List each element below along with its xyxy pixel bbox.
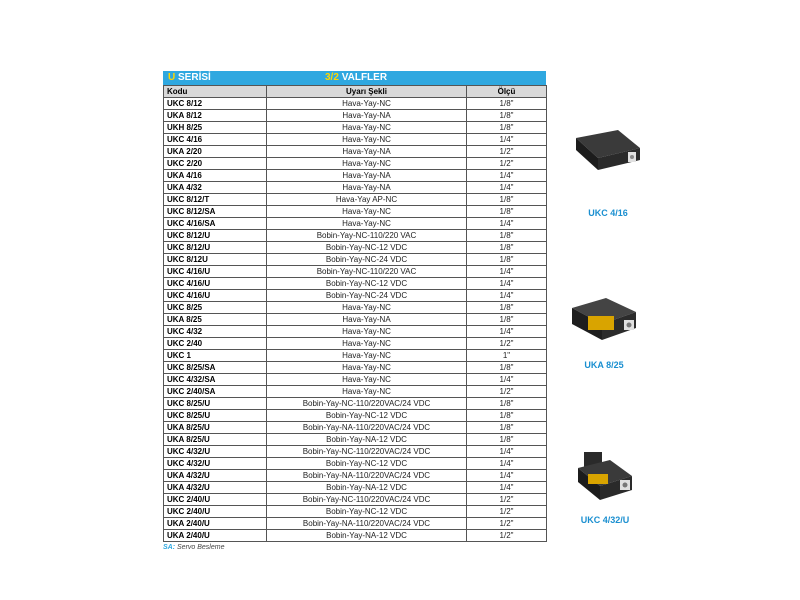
product-label: UKC 4/16 — [588, 208, 628, 218]
table-row — [164, 506, 547, 518]
table-row — [164, 254, 547, 266]
cell-code: UKC 8/25 — [164, 302, 267, 314]
cell-type: Hava-Yay-NC — [267, 386, 467, 398]
cell-type: Hava-Yay-NC — [267, 134, 467, 146]
cell-size: 1" — [467, 350, 547, 362]
table-row — [164, 398, 547, 410]
table-row — [164, 170, 547, 182]
table-row — [164, 470, 547, 482]
cell-size: 1/8" — [467, 194, 547, 206]
table-row — [164, 182, 547, 194]
table-row — [164, 218, 547, 230]
table-row — [164, 278, 547, 290]
table-row — [164, 302, 547, 314]
cell-type: Bobin-Yay-NA-12 VDC — [267, 434, 467, 446]
table-row — [164, 158, 547, 170]
cell-code: UKC 4/16/SA — [164, 218, 267, 230]
cell-code: UKC 4/32/U — [164, 446, 267, 458]
catalog-title: 3/2 VALFLER — [325, 72, 388, 83]
cell-code: UKA 4/32/U — [164, 470, 267, 482]
cell-type: Bobin-Yay-NC-24 VDC — [267, 254, 467, 266]
cell-type: Hava-Yay-NA — [267, 110, 467, 122]
cell-type: Bobin-Yay-NC-12 VDC — [267, 458, 467, 470]
valve-catalog — [163, 71, 546, 551]
cell-type: Bobin-Yay-NC-12 VDC — [267, 410, 467, 422]
cell-code: UKA 4/16 — [164, 170, 267, 182]
cell-code: UKC 2/40/U — [164, 494, 267, 506]
table-row — [164, 338, 547, 350]
table-row — [164, 290, 547, 302]
table-row — [164, 146, 547, 158]
valve-photo-icon — [570, 450, 640, 510]
cell-type: Hava-Yay-NC — [267, 218, 467, 230]
cell-type: Bobin-Yay-NA-110/220VAC/24 VDC — [267, 518, 467, 530]
cell-code: UKC 8/12U — [164, 254, 267, 266]
cell-size: 1/2" — [467, 506, 547, 518]
table-row — [164, 122, 547, 134]
cell-code: UKC 8/12/U — [164, 230, 267, 242]
cell-code: UKC 8/25/U — [164, 398, 267, 410]
cell-size: 1/8" — [467, 398, 547, 410]
cell-size: 1/8" — [467, 314, 547, 326]
cell-type: Hava-Yay-NA — [267, 170, 467, 182]
cell-size: 1/8" — [467, 98, 547, 110]
product-image-ukc-4-32-u — [570, 450, 640, 515]
cell-type: Hava-Yay-NC — [267, 350, 467, 362]
cell-size: 1/8" — [467, 206, 547, 218]
cell-type: Hava-Yay-NC — [267, 302, 467, 314]
cell-code: UKC 4/32/SA — [164, 374, 267, 386]
cell-size: 1/4" — [467, 218, 547, 230]
table-row — [164, 266, 547, 278]
cell-type: Hava-Yay-NA — [267, 182, 467, 194]
cell-size: 1/8" — [467, 410, 547, 422]
table-row — [164, 482, 547, 494]
cell-type: Bobin-Yay-NC-24 VDC — [267, 290, 467, 302]
footnote-abbr: SA: — [163, 544, 176, 551]
table-row — [164, 530, 547, 542]
cell-code: UKC 4/16 — [164, 134, 267, 146]
cell-size: 1/4" — [467, 134, 547, 146]
product-label: UKC 4/32/U — [580, 515, 630, 525]
cell-code: UKC 8/12/T — [164, 194, 267, 206]
product-image-ukc-4-16 — [568, 128, 648, 188]
cell-size: 1/2" — [467, 146, 547, 158]
cell-code: UKA 2/40/U — [164, 518, 267, 530]
table-row — [164, 386, 547, 398]
series-banner — [163, 71, 546, 85]
table-row — [164, 446, 547, 458]
valve-photo-icon — [568, 128, 648, 183]
table-header-row — [164, 86, 547, 98]
table-row — [164, 458, 547, 470]
table-row — [164, 242, 547, 254]
cell-type: Hava-Yay-NC — [267, 338, 467, 350]
cell-size: 1/8" — [467, 242, 547, 254]
cell-type: Hava-Yay-NC — [267, 206, 467, 218]
cell-type: Bobin-Yay-NA-12 VDC — [267, 530, 467, 542]
cell-type: Bobin-Yay-NC-12 VDC — [267, 506, 467, 518]
cell-code: UKA 8/25 — [164, 314, 267, 326]
cell-type: Bobin-Yay-NC-110/220 VAC — [267, 266, 467, 278]
cell-size: 1/8" — [467, 122, 547, 134]
cell-code: UKC 1 — [164, 350, 267, 362]
cell-type: Bobin-Yay-NC-12 VDC — [267, 242, 467, 254]
cell-code: UKC 4/16/U — [164, 266, 267, 278]
cell-type: Bobin-Yay-NC-110/220VAC/24 VDC — [267, 446, 467, 458]
cell-code: UKA 2/40/U — [164, 530, 267, 542]
valve-photo-icon — [566, 294, 646, 349]
cell-code: UKC 8/12/U — [164, 242, 267, 254]
header-code: Kodu — [164, 86, 267, 98]
table-row — [164, 434, 547, 446]
cell-size: 1/4" — [467, 446, 547, 458]
cell-code: UKC 2/40/SA — [164, 386, 267, 398]
cell-code: UKA 4/32/U — [164, 482, 267, 494]
cell-type: Hava-Yay-NC — [267, 326, 467, 338]
table-row — [164, 326, 547, 338]
cell-type: Hava-Yay-NC — [267, 98, 467, 110]
table-row — [164, 518, 547, 530]
cell-size: 1/8" — [467, 434, 547, 446]
valve-table — [163, 85, 547, 542]
cell-size: 1/4" — [467, 278, 547, 290]
table-row — [164, 206, 547, 218]
table-row — [164, 362, 547, 374]
footnote-text: Servo Besleme — [177, 544, 225, 551]
cell-code: UKA 8/25/U — [164, 422, 267, 434]
table-row — [164, 230, 547, 242]
cell-type: Bobin-Yay-NC-110/220VAC/24 VDC — [267, 494, 467, 506]
table-row — [164, 314, 547, 326]
cell-size: 1/4" — [467, 482, 547, 494]
cell-size: 1/8" — [467, 254, 547, 266]
cell-type: Hava-Yay-NC — [267, 362, 467, 374]
cell-size: 1/4" — [467, 182, 547, 194]
cell-type: Hava-Yay-NA — [267, 314, 467, 326]
table-row — [164, 410, 547, 422]
cell-size: 1/4" — [467, 290, 547, 302]
cell-size: 1/4" — [467, 326, 547, 338]
cell-size: 1/8" — [467, 110, 547, 122]
cell-size: 1/4" — [467, 470, 547, 482]
cell-size: 1/2" — [467, 518, 547, 530]
cell-size: 1/4" — [467, 374, 547, 386]
cell-size: 1/2" — [467, 386, 547, 398]
table-row — [164, 494, 547, 506]
cell-code: UKA 2/20 — [164, 146, 267, 158]
cell-size: 1/8" — [467, 422, 547, 434]
cell-size: 1/4" — [467, 266, 547, 278]
cell-type: Hava-Yay-NC — [267, 122, 467, 134]
cell-code: UKC 8/25/SA — [164, 362, 267, 374]
series-heading: U SERİSİ — [168, 72, 211, 83]
cell-type: Bobin-Yay-NA-12 VDC — [267, 482, 467, 494]
cell-type: Bobin-Yay-NC-110/220 VAC — [267, 230, 467, 242]
cell-size: 1/2" — [467, 530, 547, 542]
header-size: Ölçü — [467, 86, 547, 98]
product-image-uka-8-25 — [566, 294, 646, 354]
table-row — [164, 110, 547, 122]
cell-code: UKH 8/25 — [164, 122, 267, 134]
cell-code: UKA 8/12 — [164, 110, 267, 122]
cell-size: 1/8" — [467, 362, 547, 374]
table-row — [164, 422, 547, 434]
cell-type: Bobin-Yay-NC-110/220VAC/24 VDC — [267, 398, 467, 410]
cell-code: UKC 8/12 — [164, 98, 267, 110]
cell-size: 1/8" — [467, 302, 547, 314]
table-row — [164, 374, 547, 386]
cell-size: 1/8" — [467, 230, 547, 242]
product-label: UKA 8/25 — [584, 360, 624, 370]
cell-size: 1/2" — [467, 158, 547, 170]
cell-code: UKA 8/25/U — [164, 434, 267, 446]
cell-size: 1/2" — [467, 338, 547, 350]
cell-code: UKC 2/40 — [164, 338, 267, 350]
cell-type: Bobin-Yay-NA-110/220VAC/24 VDC — [267, 470, 467, 482]
cell-code: UKC 8/12/SA — [164, 206, 267, 218]
footnote — [163, 544, 546, 551]
cell-code: UKC 4/16/U — [164, 278, 267, 290]
cell-type: Bobin-Yay-NA-110/220VAC/24 VDC — [267, 422, 467, 434]
cell-size: 1/4" — [467, 458, 547, 470]
cell-code: UKA 4/32 — [164, 182, 267, 194]
table-row — [164, 350, 547, 362]
table-row — [164, 194, 547, 206]
table-row — [164, 98, 547, 110]
cell-type: Hava-Yay-NC — [267, 374, 467, 386]
cell-type: Hava-Yay AP-NC — [267, 194, 467, 206]
cell-size: 1/2" — [467, 494, 547, 506]
cell-code: UKC 2/20 — [164, 158, 267, 170]
cell-type: Hava-Yay-NC — [267, 158, 467, 170]
cell-code: UKC 4/16/U — [164, 290, 267, 302]
cell-type: Bobin-Yay-NC-12 VDC — [267, 278, 467, 290]
cell-code: UKC 4/32/U — [164, 458, 267, 470]
cell-size: 1/4" — [467, 170, 547, 182]
cell-code: UKC 4/32 — [164, 326, 267, 338]
header-type: Uyarı Şekli — [267, 86, 467, 98]
cell-code: UKC 8/25/U — [164, 410, 267, 422]
cell-type: Hava-Yay-NA — [267, 146, 467, 158]
table-row — [164, 134, 547, 146]
cell-code: UKC 2/40/U — [164, 506, 267, 518]
